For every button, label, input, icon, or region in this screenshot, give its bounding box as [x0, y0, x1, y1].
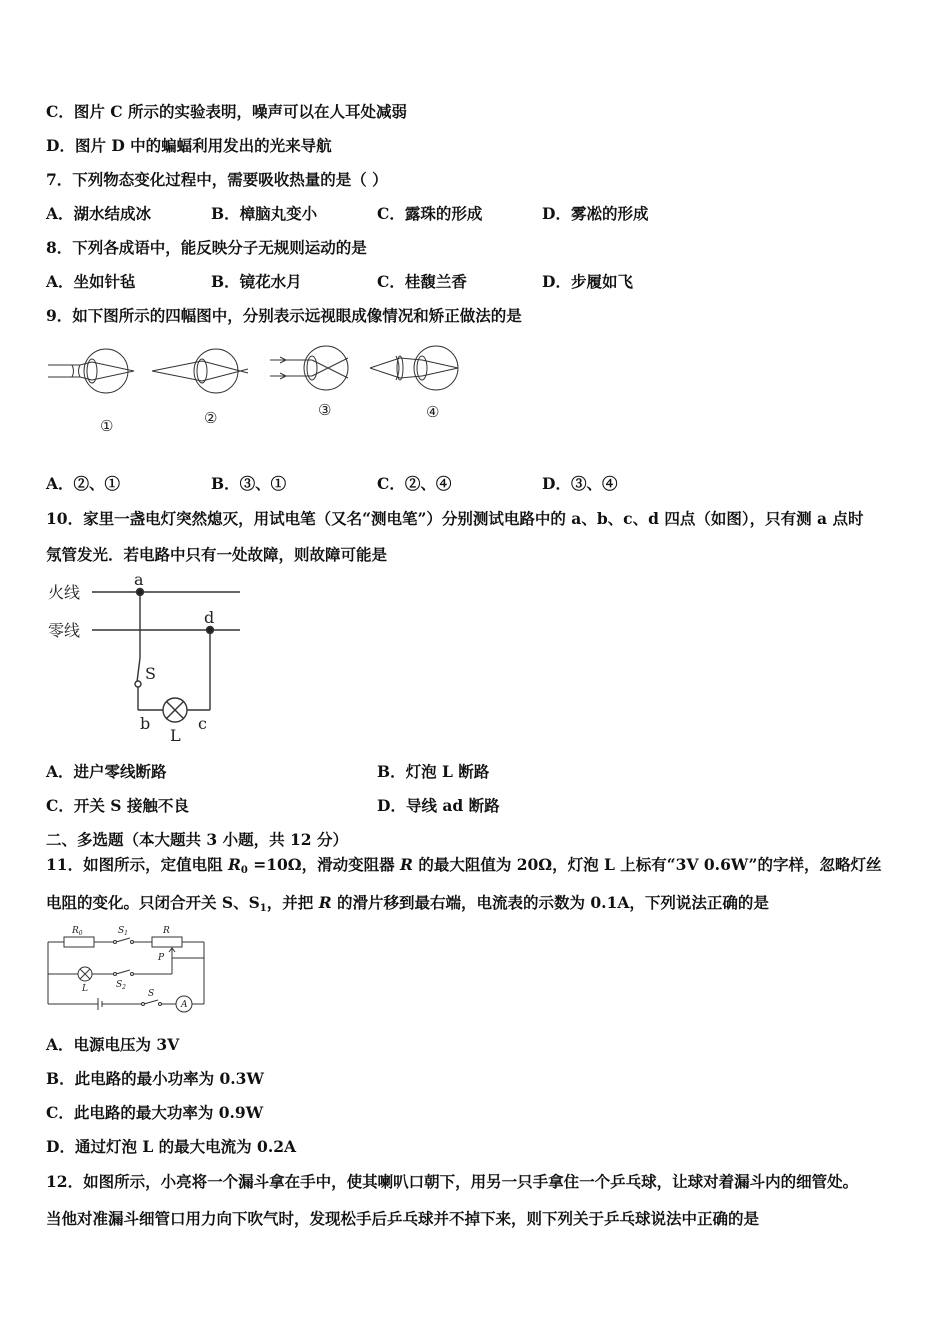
point-d-label: d: [204, 608, 215, 627]
point-a-label: a: [134, 572, 144, 589]
section-2-heading: 二、多选题（本大题共 3 小题，共 12 分）: [46, 830, 348, 849]
lamp-l-label: L: [170, 726, 181, 745]
eye-label-4: ④: [426, 403, 440, 421]
q9-stem: 9．如下图所示的四幅图中，分别表示远视眼成像情况和矫正做法的是: [46, 306, 522, 325]
q8-option-d: D．步履如飞: [542, 272, 633, 291]
q7-stem: 7．下列物态变化过程中，需要吸收热量的是（ ）: [46, 170, 388, 189]
eye-diagrams-figure: [44, 338, 474, 438]
q7-option-b: B．樟脑丸变小: [211, 204, 318, 223]
q7-option-d: D．雾凇的形成: [542, 204, 649, 223]
q7-option-c: C．露珠的形成: [377, 204, 483, 223]
s-label: S: [148, 989, 155, 999]
eye-label-2: ②: [204, 409, 218, 427]
live-wire-label: 火线: [48, 583, 81, 602]
q10-option-c: C．开关 S 接触不良: [46, 796, 189, 815]
s2-label: $S_2$: [116, 980, 126, 991]
q11-option-c: C．此电路的最大功率为 0.9W: [46, 1103, 264, 1122]
eye-diagram-1: [48, 349, 134, 393]
q10-option-d: D．导线 ad 断路: [377, 796, 500, 815]
q10-stem-line2: 氖管发光．若电路中只有一处故障，则故障可能是: [46, 545, 388, 564]
ammeter-label: A: [181, 1000, 188, 1010]
eye-diagram-3: [270, 346, 348, 390]
slider-p-label: P: [158, 953, 165, 963]
eye-label-3: ③: [318, 401, 332, 419]
q9-option-a: A．②、①: [46, 474, 121, 493]
q11-stem-line1: 11．如图所示，定值电阻 $R_0 =10\Omega$，滑动变阻器 R 的最大阻值为 20Ω，灯泡 L 上标有“3V 0.6W”的字样，忽略灯丝: [46, 855, 882, 876]
r0-label: $R_0$: [72, 926, 83, 937]
q9-option-b: B．③、①: [211, 474, 287, 493]
q11-option-a: A．电源电压为 3V: [46, 1035, 180, 1054]
q10-option-a: A．进户零线断路: [46, 762, 167, 781]
neutral-wire-label: 零线: [48, 621, 81, 640]
q12-stem-line2: 当他对准漏斗细管口用力向下吹气时，发现松手后乒乓球并不掉下来，则下列关于乒乓球说法中正确的是: [46, 1209, 760, 1228]
point-b-label: b: [140, 714, 151, 733]
q9-option-d: D．③、④: [542, 474, 618, 493]
q10-stem-line1: 10．家里一盏电灯突然熄灭，用试电笔（又名“测电笔”）分别测试电路中的 a、b、c、d 四点（如图），只有测 a 点时: [46, 509, 864, 528]
resistor-circuit-figure: [44, 924, 210, 1016]
q12-stem-line1: 12．如图所示，小亮将一个漏斗拿在手中，使其喇叭口朝下，用另一只手拿住一个乒乓球，让球对着漏斗内的细管处。: [46, 1172, 859, 1191]
q10-option-b: B．灯泡 L 断路: [377, 762, 490, 781]
eye-label-1: ①: [100, 417, 114, 435]
q6-option-d: D．图片 D 中的蝙蝠利用发出的光来导航: [46, 136, 332, 155]
q8-option-a: A．坐如针毡: [46, 272, 136, 291]
r-label: R: [163, 926, 170, 936]
q8-option-c: C．桂馥兰香: [377, 272, 467, 291]
q11-option-b: B．此电路的最小功率为 0.3W: [46, 1069, 264, 1088]
house-circuit-figure: [44, 572, 244, 747]
q8-option-b: B．镜花水月: [211, 272, 302, 291]
q6-option-c: C．图片 C 所示的实验表明，噪声可以在人耳处减弱: [46, 102, 407, 121]
eye-diagram-4: [370, 346, 458, 390]
q7-option-a: A．湖水结成冰: [46, 204, 152, 223]
point-c-label: c: [198, 714, 207, 733]
eye-diagram-2: [152, 349, 248, 393]
q11-stem-line2: 电阻的变化。只闭合开关 S、$S_1$，并把 R 的滑片移到最右端，电流表的示数为 0.1A，下列说法正确的是: [46, 893, 769, 914]
q11-option-d: D．通过灯泡 L 的最大电流为 0.2A: [46, 1137, 297, 1156]
s1-label: $S_1$: [118, 926, 128, 937]
q9-option-c: C．②、④: [377, 474, 452, 493]
switch-s-label: S: [145, 664, 156, 683]
q8-stem: 8．下列各成语中，能反映分子无规则运动的是: [46, 238, 367, 257]
lamp-l-label: L: [82, 984, 88, 994]
